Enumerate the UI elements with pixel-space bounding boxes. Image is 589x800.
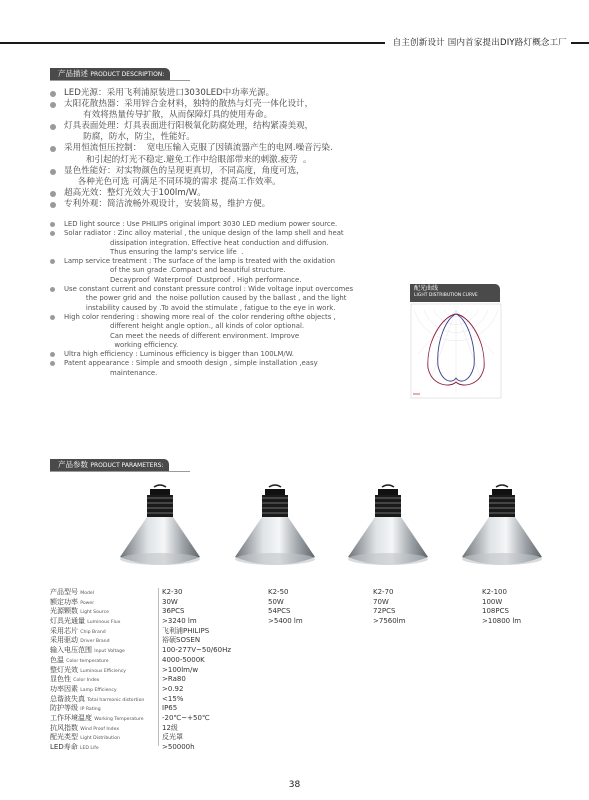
parameter-label-cn: 功率因素 xyxy=(50,684,78,693)
bullet-icon xyxy=(50,287,55,292)
parameter-label xyxy=(50,617,162,627)
parameter-label-cn: 配光类型 xyxy=(50,733,78,742)
parameter-label-en: Driver Brand xyxy=(80,639,110,645)
parameter-label-en: Luminous Flux xyxy=(87,620,121,626)
description-line: Decayproof Waterproof Dustproof . High performance. xyxy=(64,275,302,284)
parameter-label-cn: 输入电压范围 xyxy=(50,646,92,655)
parameter-label-en: Color temperature xyxy=(66,658,109,664)
parameter-label-cn: 色温 xyxy=(50,655,64,664)
parameter-label-en: Wind Proof Index xyxy=(80,726,120,732)
description-line: instability caused by .To avoid the stimulate , fatigue to the eye in work. xyxy=(64,303,336,312)
description-item xyxy=(50,257,353,285)
bullet-icon xyxy=(50,91,56,97)
voltage-value: 100-277V~50/60Hz xyxy=(162,646,232,655)
parameter-label-cn: 整灯光效 xyxy=(50,665,78,674)
description-item xyxy=(50,199,333,210)
parameter-label-en: Lamp Efficiency xyxy=(80,687,117,693)
description-line: Lamp service treatment : The surface of the lamp is treated with the oxidation xyxy=(64,257,336,266)
parameter-label-en: Light Source xyxy=(80,610,109,616)
description-line: 有效将热量传导扩散，从而保障灯具的使用寿命。 xyxy=(64,110,273,121)
pf-value: >0.92 xyxy=(162,684,184,693)
description-line: 专利外观：简洁流畅外观设计，安装简易，维护方便。 xyxy=(64,198,271,209)
description-item xyxy=(50,121,333,143)
flux-value: >10800 lm xyxy=(482,617,522,626)
description-line: 防腐，防水，防尘，性能好。 xyxy=(64,132,195,143)
description-line: Patent appearance : Simple and smooth design , simple installation ,easy xyxy=(64,359,318,368)
description-line: of the sun grade .Compact and beautiful structure. xyxy=(64,266,286,275)
sources-value: 54PCS xyxy=(268,607,291,616)
description-item xyxy=(50,229,353,257)
parameter-label-cn: 抗风指数 xyxy=(50,723,78,732)
description-line: maintenance. xyxy=(64,368,158,377)
parameter-label-cn: 灯具光通量 xyxy=(50,617,85,626)
parameter-label-cn: 采用驱动 xyxy=(50,636,78,645)
parameter-label xyxy=(50,627,162,637)
sources-value: 36PCS xyxy=(162,607,185,616)
description-line: 超高光效：整灯光效大于100lm/W。 xyxy=(64,187,206,198)
parameter-label-cn: LED寿命 xyxy=(50,743,78,751)
parameter-label-cn: 产品型号 xyxy=(50,588,78,596)
parameter-label xyxy=(50,666,162,676)
polar-light-curve-graphic xyxy=(410,302,506,400)
description-line: 和引起的灯光不稳定.避免工作中给眼部带来的刺激.疲劳 。 xyxy=(64,154,312,165)
description-line: dissipation integration. Effective heat conduction and diffusion. xyxy=(64,238,329,247)
model-value: K2-30 xyxy=(162,588,183,596)
life-value: >50000h xyxy=(162,743,195,751)
bullet-icon xyxy=(50,146,56,152)
parameter-label xyxy=(50,607,162,617)
power-value: 30W xyxy=(162,597,178,606)
description-item xyxy=(50,99,333,121)
description-en-list xyxy=(50,220,353,378)
cct-value: 4000-5000K xyxy=(162,655,205,664)
description-line: 显色性能好：对实物颜色的呈现更真切，不同高度，角度可选， xyxy=(64,165,305,176)
efficiency-value: >100lm/w xyxy=(162,665,199,674)
lamp-images-row xyxy=(100,483,580,583)
parameter-label xyxy=(50,695,162,705)
temp-value: -20℃~+50℃ xyxy=(162,713,210,722)
parameter-label-en: Total harmonic distortion xyxy=(87,697,145,703)
lamp-image-k2-30 xyxy=(110,483,210,583)
description-line: Solar radiator : Zinc alloy material , the unique design of the lamp shell and heat xyxy=(64,229,344,238)
description-cn-list xyxy=(50,88,333,210)
description-item xyxy=(50,88,333,99)
parameter-label xyxy=(50,675,162,685)
description-line: 太阳花散热器：采用锌合金材料，独特的散热与灯壳一体化设计， xyxy=(64,99,314,110)
description-rule xyxy=(50,80,190,81)
parameter-label xyxy=(50,636,162,646)
bullet-icon xyxy=(50,124,56,130)
description-line: 各种光色可选 可满足不同环境的需求 提高工作效率。 xyxy=(64,176,281,187)
column-k2-100 xyxy=(482,588,521,627)
parameter-label xyxy=(50,704,162,714)
bullet-icon xyxy=(50,202,56,208)
bullet-icon xyxy=(50,352,55,357)
cri-value: >Ra80 xyxy=(162,675,186,684)
parameter-label xyxy=(50,598,162,608)
bullet-icon xyxy=(50,169,56,175)
light-distribution-panel xyxy=(410,284,506,402)
parameters-tab xyxy=(50,459,169,471)
description-line: the power grid and the noise pollution caused by the ballast , and the light xyxy=(64,294,347,303)
parameter-labels xyxy=(50,588,162,753)
page-number: 38 xyxy=(288,780,301,790)
bullet-icon xyxy=(50,222,55,227)
parameters-rule xyxy=(50,471,190,472)
description-item xyxy=(50,143,333,165)
description-item xyxy=(50,285,353,313)
description-line: LED光源：采用飞利浦原装进口3030LED中功率光源。 xyxy=(64,88,275,98)
description-line: Can meet the needs of different environment. Improve xyxy=(64,331,300,340)
bullet-icon xyxy=(50,361,55,366)
power-value: 70W xyxy=(373,597,389,606)
parameter-label xyxy=(50,714,162,724)
parameter-label-cn: 显色性 xyxy=(50,675,71,684)
parameter-label-cn: 额定功率 xyxy=(50,597,78,606)
sources-value: 108PCS xyxy=(482,607,509,616)
light-curve-title-cn: 配光曲线 xyxy=(414,285,439,292)
description-line: 采用恒流恒压控制： 宽电压输入克服了因镇流器产生的电网.噪音污染. xyxy=(64,143,333,154)
bullet-icon xyxy=(50,315,55,320)
flux-value: >5400 lm xyxy=(268,617,303,626)
bullet-icon xyxy=(50,102,56,108)
description-line: High color rendering : showing more real of the color rendering ofthe objects , xyxy=(64,312,336,321)
parameter-label xyxy=(50,733,162,743)
header-tagline: 自主创新设计 国内首家提出DIY路灯概念工厂 xyxy=(385,36,571,50)
description-tab xyxy=(50,68,170,80)
description-item xyxy=(50,359,353,378)
description-line: Use constant current and constant pressure control : Wide voltage input overcomes xyxy=(64,285,354,294)
description-line: Ultra high efficiency : Luminous efficiency is bigger than 100LM/W. xyxy=(64,350,294,359)
parameter-label xyxy=(50,743,162,753)
column-k2-70 xyxy=(373,588,405,627)
lamp-image-k2-100 xyxy=(452,483,552,583)
light-curve-title-en: LIGHT DISTRIBUTION CURVE xyxy=(414,293,478,298)
parameter-label-cn: 总谐波失真 xyxy=(50,694,85,703)
bullet-icon xyxy=(50,231,55,236)
distribution-value: 反光罩 xyxy=(162,733,183,742)
parameter-label xyxy=(50,588,162,598)
column-k2-30 xyxy=(162,588,231,753)
thd-value: <15% xyxy=(162,694,184,703)
parameter-label-en: Light Distribution xyxy=(80,736,120,742)
parameter-label-en: LED Life xyxy=(79,746,99,751)
description-item xyxy=(50,188,333,199)
lamp-image-k2-70 xyxy=(338,483,438,583)
column-divider xyxy=(158,588,159,746)
parameter-label xyxy=(50,724,162,734)
description-line: working efficiency. xyxy=(64,340,179,349)
parameter-label xyxy=(50,656,162,666)
parameter-label xyxy=(50,646,162,656)
driver-value: 裕硕SOSEN xyxy=(162,636,201,645)
ip-value: IP65 xyxy=(162,704,178,713)
description-line: Thus ensuring the lamp's service life . xyxy=(64,247,244,256)
sources-value: 72PCS xyxy=(373,607,396,616)
parameter-label-cn: 采用芯片 xyxy=(50,626,78,635)
bullet-icon xyxy=(50,191,56,197)
description-item xyxy=(50,220,353,229)
flux-value: >7560lm xyxy=(373,617,406,626)
description-tab-en: PRODUCT DESCRIPTION: xyxy=(90,71,165,78)
parameter-label-en: Working Temperature xyxy=(94,716,144,722)
parameters-tab-cn: 产品参数 xyxy=(58,460,88,469)
column-k2-50 xyxy=(268,588,303,627)
parameter-label-en: Model xyxy=(80,591,95,596)
flux-value: >3240 lm xyxy=(162,617,197,626)
power-value: 50W xyxy=(268,597,284,606)
power-value: 100W xyxy=(482,597,503,606)
description-item xyxy=(50,166,333,188)
description-item xyxy=(50,350,353,359)
parameter-label-en: Chip Brand xyxy=(80,629,106,635)
parameters-tab-en: PRODUCT PARAMETERS: xyxy=(90,462,164,469)
parameter-label-en: Power xyxy=(80,600,95,606)
description-line: different height angle option., all kinds of color optional. xyxy=(64,322,305,331)
parameter-label-cn: 工作环境温度 xyxy=(50,713,92,722)
description-item xyxy=(50,313,353,350)
parameter-label-en: Input Voltage xyxy=(94,649,125,655)
bullet-icon xyxy=(50,259,55,264)
parameter-label-cn: 光源颗数 xyxy=(50,607,78,616)
description-line: 灯具表面处理：灯具表面进行阳极氧化防腐处理，结构紧凑美观， xyxy=(64,121,314,132)
wind-value: 12级 xyxy=(162,723,178,732)
description-tab-cn: 产品描述 xyxy=(58,69,88,78)
parameter-label-cn: 防护等级 xyxy=(50,704,78,713)
parameter-label-en: Luminous Efficiency xyxy=(80,668,126,674)
parameter-label xyxy=(50,685,162,695)
model-value: K2-50 xyxy=(268,588,289,596)
model-value: K2-70 xyxy=(373,588,394,596)
lamp-image-k2-50 xyxy=(225,483,325,583)
parameter-label-en: IP Rating xyxy=(80,707,101,713)
parameter-label-en: Color Index xyxy=(73,678,100,684)
light-curve-title xyxy=(410,284,500,302)
description-line: LED light source : Use PHILIPS original import 3030 LED medium power source. xyxy=(64,220,338,228)
chip-value: 飞利浦PHILIPS xyxy=(162,626,210,635)
model-value: K2-100 xyxy=(482,588,507,596)
